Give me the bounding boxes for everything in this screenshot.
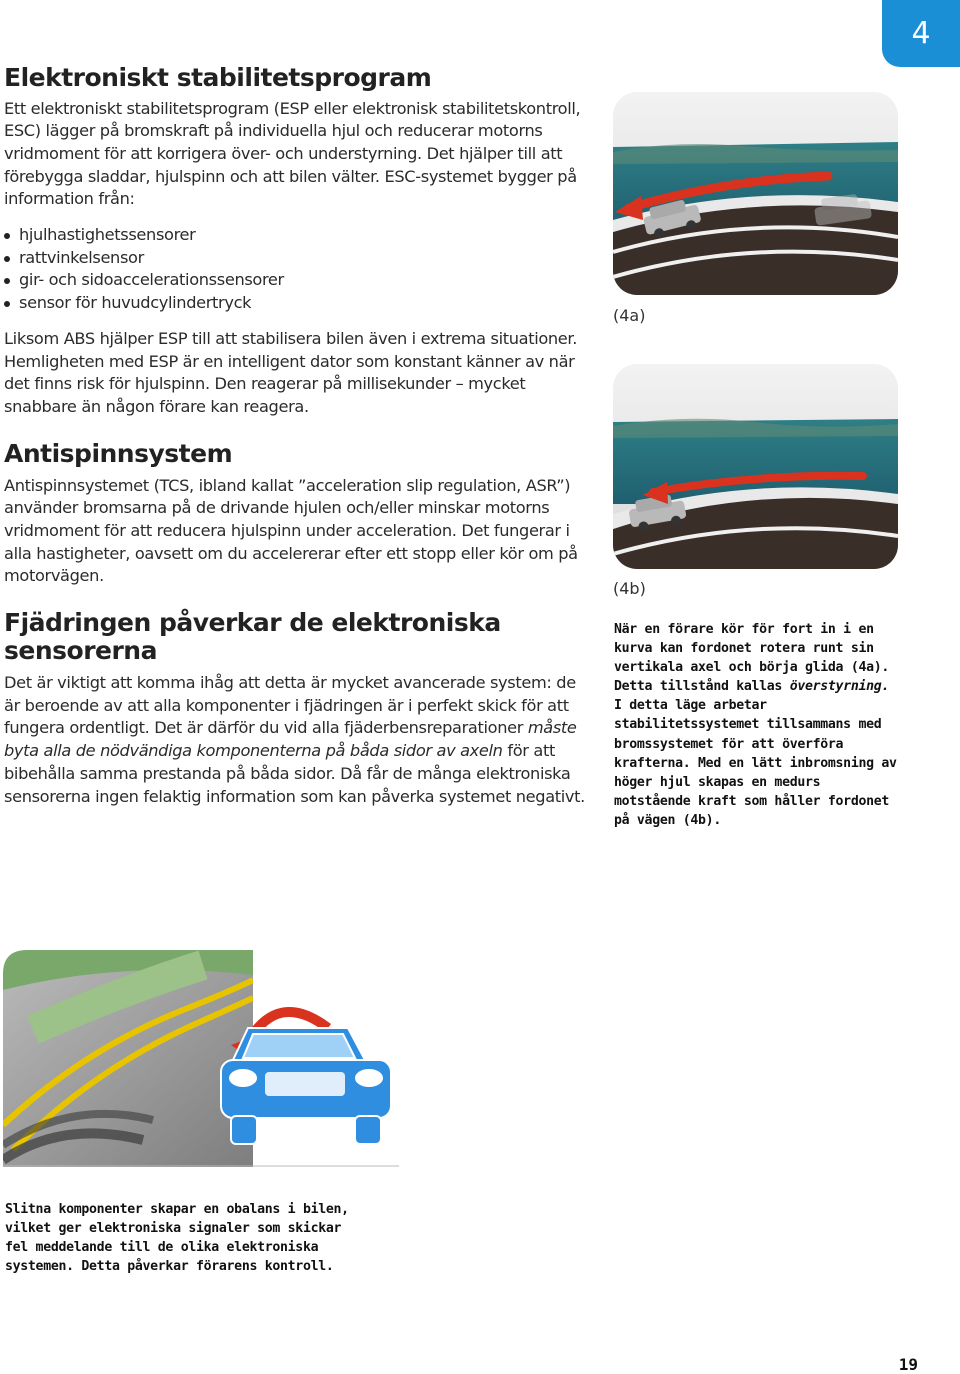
esp-section [4,64,590,419]
chapter-tab: 4 [882,0,960,67]
tcs-title: Antispinnsystem [4,439,233,468]
bottom-note: Slitna komponenter skapar en obalans i bilen, vilket ger elektroniska signaler som skickar fel meddelande till de olika elektroniska systemen. Detta påverkar förarens kontroll. [5,1202,349,1275]
figure-4b-caption: (4b) [613,579,646,598]
tcs-body: Antispinnsystemet (TCS, ibland kallat ”acceleration slip regulation, ASR”) använder bromsarna på de drivande hjulen och/eller minskar motorns vridmoment för att reducera hjulspinn under acceleration. Det fungerar i alla hastigheter, oavsett om du accelererar efter ett stopp eller kör om på motorvägen. [4,475,578,586]
springs-body-part: Det är viktigt att komma ihåg att detta är mycket avancerade system: de är beroende av att alla komponenter i fjädringen är i perfekt skick för att fungera ordentligt. Det är därför du vid alla fjäderbensreparationer [4,673,576,738]
sensor-list [4,224,590,315]
figure-4a-caption: (4a) [613,306,646,325]
springs-body-part: för att bibehålla samma prestanda på båda sidor. Då får de många elektroniska sensorerna ingen felaktig information som kan påverka systemet negativt. [4,741,585,806]
springs-section [4,609,590,808]
esp-title: Elektroniskt stabilitetsprogram [4,63,432,92]
list-item: rattvinkelsensor [4,247,590,270]
list-item: sensor för huvudcylindertryck [4,292,590,315]
tcs-section [4,440,590,588]
side-note-part: När en förare kör för fort in i en kurva kan fordonet rotera runt sin vertikala axel och börja glida (4a). Detta tillstånd kallas [614,622,890,695]
list-item: gir- och sidoaccelerationssensorer [4,269,590,292]
side-note [614,620,904,830]
springs-body-emphasis: måste byta alla de nödvändiga komponenterna på båda sidor av axeln [4,718,577,761]
worn-components-image [3,950,399,1167]
page-number: 19 [898,1355,918,1374]
esp-intro: Ett elektroniskt stabilitetsprogram (ESP eller elektronisk stabilitetskontroll, ESC) lägger på bromskraft på individuella hjul och reducerar motorns vridmoment för att korrigera över- och understyrning. Det hjälper till att förebygga sladdar, hjulspinn och att bilen välter. ESC-systemet bygger på information från: [4,98,581,209]
side-note-part: I detta läge arbetar stabilitetssystemet tillsammans med bromssystemet för att överföra krafterna. Med en lätt inbromsning av höger hjul skapas en medurs motstående kraft som håller fordonet på vägen (4b). [614,698,897,828]
figure-4a-image [613,92,898,295]
springs-body [4,672,590,808]
esp-outro: Liksom ABS hjälper ESP till att stabilisera bilen även i extrema situationer. Hemligheten med ESP är en intelligent dator som konstant känner av när det finns risk för hjulspinn. Den reagerar på millisekunder – mycket snabbare än någon förare kan reagera. [4,328,578,416]
springs-title: Fjädringen påverkar de elektroniska sensorerna [4,608,501,665]
figure-4b-image [613,364,898,569]
list-item: hjulhastighetssensorer [4,224,590,247]
side-note-emphasis: överstyrning. [789,679,890,695]
